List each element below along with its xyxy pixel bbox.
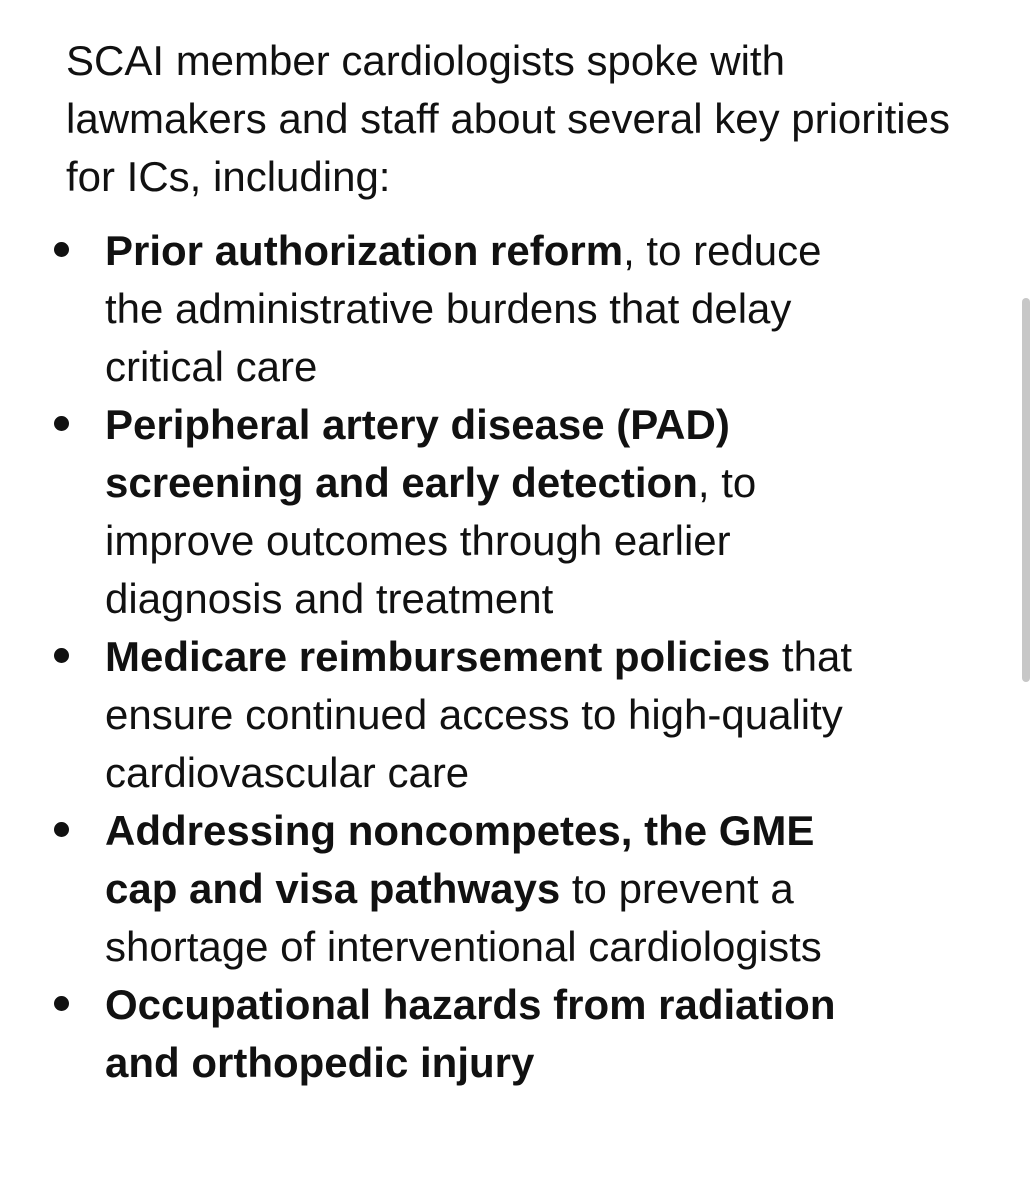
priority-list bbox=[54, 222, 864, 1092]
list-item bbox=[54, 396, 864, 628]
bullet-text: , to improve outcomes through earlier diagnosis and treatment bbox=[105, 459, 757, 622]
article-content bbox=[66, 32, 966, 206]
list-item bbox=[54, 802, 864, 976]
list-item bbox=[54, 222, 864, 396]
bullet-heading: Occupational hazards from radiation and orthopedic injury bbox=[105, 981, 836, 1086]
bullet-icon bbox=[54, 416, 69, 431]
bullet-heading: Prior authorization reform bbox=[105, 227, 624, 274]
bullet-icon bbox=[54, 242, 69, 257]
intro-paragraph: SCAI member cardiologists spoke with lawmakers and staff about several key priorities for ICs, including: bbox=[66, 37, 950, 200]
bullet-icon bbox=[54, 648, 69, 663]
bullet-icon bbox=[54, 996, 69, 1011]
bullet-heading: Medicare reimbursement policies bbox=[105, 633, 771, 680]
bullet-text: that ensure continued access to high-quality cardiovascular care bbox=[105, 633, 852, 796]
bullet-icon bbox=[54, 822, 69, 837]
vertical-scrollbar[interactable] bbox=[1022, 298, 1030, 682]
list-item bbox=[54, 628, 864, 802]
bullet-text: to prevent a shortage of interventional cardiologists bbox=[105, 865, 822, 970]
bullet-text: , to reduce the administrative burdens that delay critical care bbox=[105, 227, 822, 390]
bullet-heading: Peripheral artery disease (PAD) screening and early detection bbox=[105, 401, 730, 506]
list-item bbox=[54, 976, 864, 1092]
bullet-heading: Addressing noncompetes, the GME cap and visa pathways bbox=[105, 807, 815, 912]
